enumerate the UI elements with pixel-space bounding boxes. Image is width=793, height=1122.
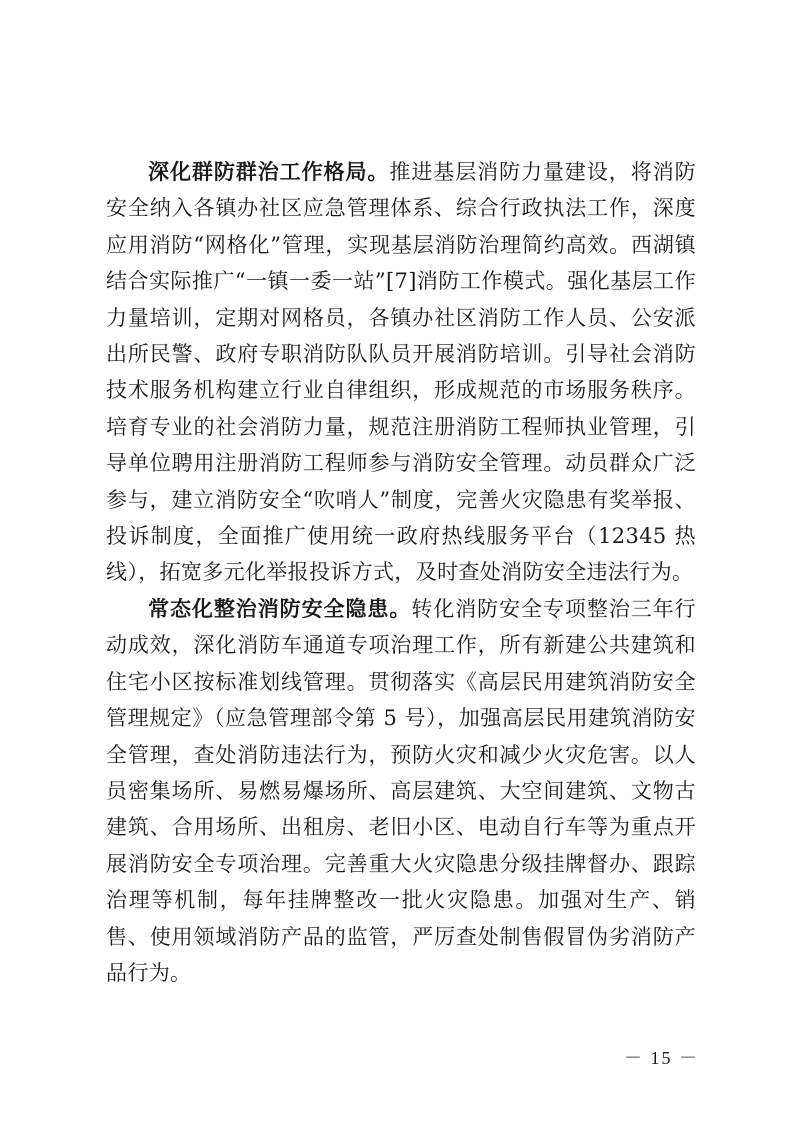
paragraph-heading: 深化群防群治工作格局。 (148, 160, 390, 184)
paragraph-body: 推进基层消防力量建设，将消防安全纳入各镇办社区应急管理体系、综合行政执法工作，深度应用消防“网格化”管理，实现基层消防治理简约高效。西湖镇结合实际推广“一镇一委一站”[7]消防工作模式。强化基层工作力量培训，定期对网格员，各镇办社区消防工作人员、公安派出所民警、政府专职消防队队员开展消防培训。引导社会消防技术服务机构建立行业自律组织，形成规范的市场服务秩序。培育专业的社会消防力量，规范注册消防工程师执业管理，引导单位聘用注册消防工程师参与消防安全管理。动员群众广泛参与，建立消防安全“吹哨人”制度，完善火灾隐患有奖举报、投诉制度，全面推广使用统一政府热线服务平台（12345 热线），拓宽多元化举报投诉方式，及时查处消防安全违法行为。 (106, 160, 696, 585)
document-page (106, 154, 696, 991)
paragraph-fire-hazard-rectification (106, 591, 696, 991)
paragraph-body: 转化消防安全专项整治三年行动成效，深化消防车通道专项治理工作，所有新建公共建筑和住宅小区按标准划线管理。贯彻落实《高层民用建筑消防安全管理规定》（应急管理部令第 5 号），加强高层民用建筑消防安全管理，查处消防违法行为，预防火灾和减少火灾危害。以人员密集场所、易燃易爆场所、高层建筑、大空间建筑、文物古建筑、合用场所、出租房、老旧小区、电动自行车等为重点开展消防安全专项治理。完善重大火灾隐患分级挂牌督办、跟踪治理等机制，每年挂牌整改一批火灾隐患。加强对生产、销售、使用领域消防产品的监管，严厉查处制售假冒伪劣消防产品行为。 (106, 596, 696, 985)
paragraph-community-fire-prevention (106, 154, 696, 591)
page-number: － 15 － (624, 1048, 699, 1068)
paragraph-heading: 常态化整治消防安全隐患。 (148, 596, 412, 621)
